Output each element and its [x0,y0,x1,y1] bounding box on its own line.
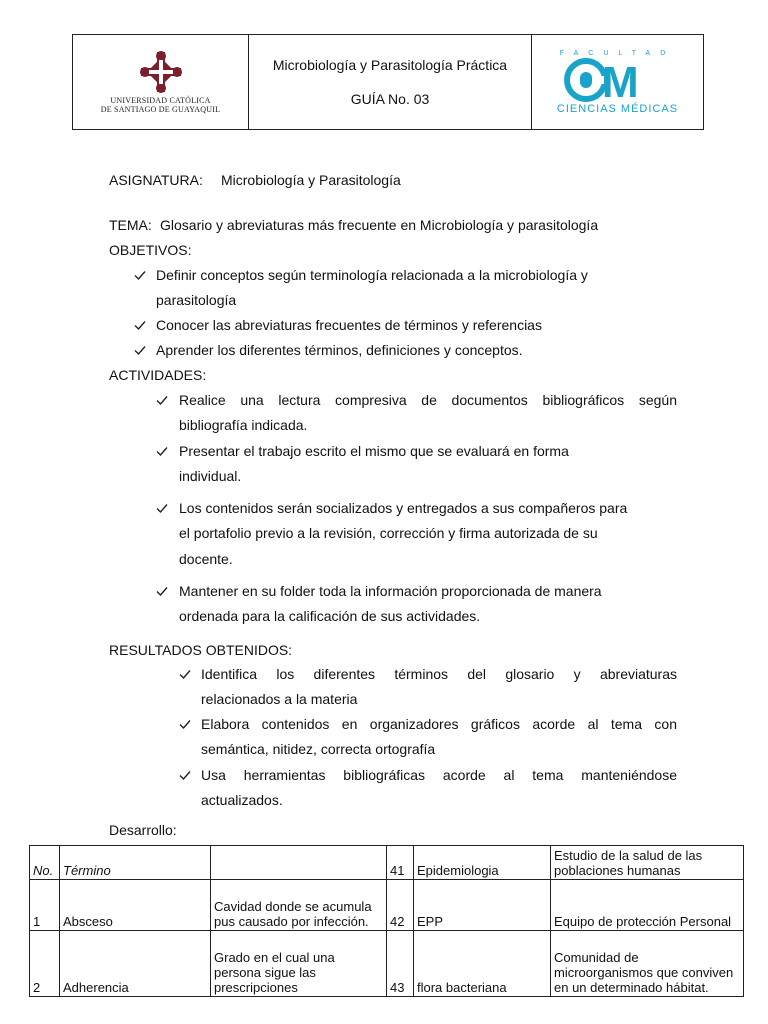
check-icon [134,269,146,281]
objetivos-label: OBJETIVOS: [109,242,192,258]
faculty-label: FACULTAD [559,49,676,57]
actividad-item-cont: el portafolio previo a la revisión, corrección y firma autorizada de su [179,525,598,541]
university-name [101,96,220,114]
actividad-item: Presentar el trabajo escrito el mismo que se evaluará en forma [179,443,569,459]
faculty-logo-cell [532,35,703,129]
resultado-item: Elabora contenidos en organizadores gráficos acorde al tema con [201,716,677,732]
asignatura-value: Microbiología y Parasitología [221,172,401,188]
tema-value: Glosario y abreviaturas más frecuente en Microbiología y parasitología [160,217,599,233]
actividad-item: Realice una lectura compresiva de documentos bibliográficos según [179,392,677,408]
check-icon [179,718,191,730]
check-icon [179,769,191,781]
resultados-label: RESULTADOS OBTENIDOS: [109,642,293,658]
table-cell-no: 1 [30,880,60,931]
check-icon [156,394,168,406]
col-term-header: Término [60,846,211,880]
table-cell-def: Grado en el cual una persona sigue las prescripciones [211,931,387,997]
header-title-cell [249,35,532,129]
table-cell-def: Equipo de protección Personal [551,880,744,931]
table-cell-term: Epidemiologia [414,846,551,880]
university-name-line2: DE SANTIAGO DE GUAYAQUIL [100,105,221,114]
table-cell-def: Cavidad donde se acumula pus causado por infección. [211,880,387,931]
table-cell-no: 43 [387,931,414,997]
table-header-row [30,846,744,880]
objetivo-item-cont: parasitología [156,292,237,308]
table-cell-term: EPP [414,880,551,931]
table-row [30,931,744,997]
table-cell-no: 2 [30,931,60,997]
tema-label: TEMA: [109,217,152,233]
faculty-name: CIENCIAS MÉDICAS [556,102,679,115]
table-cell-no: 41 [387,846,414,880]
check-icon [179,668,191,680]
document-header [72,34,704,130]
objetivo-item: Aprender los diferentes términos, definiciones y conceptos. [156,342,523,358]
actividad-item: Los contenidos serán socializados y entregados a sus compañeros para [179,500,628,516]
guide-number: GUÍA No. 03 [350,91,430,107]
resultado-item-cont: actualizados. [201,792,283,808]
glossary-table [29,845,744,997]
university-crest-icon [139,50,183,94]
course-title: Microbiología y Parasitología Práctica [272,57,508,73]
actividad-item: Mantener en su folder toda la información proporcionada de manera [179,583,602,599]
objetivo-item: Conocer las abreviaturas frecuentes de términos y referencias [156,317,542,333]
table-cell-def: Comunidad de microorganismos que conviven en un determinado hábitat. [551,931,744,997]
check-icon [134,319,146,331]
resultado-item-cont: relacionados a la materia [201,691,358,707]
actividad-item-cont: docente. [179,551,233,567]
desarrollo-label: Desarrollo: [109,822,177,838]
table-cell-term: Absceso [60,880,211,931]
col-no-header: No. [30,846,60,880]
resultado-item-cont: semántica, nitidez, correcta ortografía [201,741,436,757]
check-icon [156,502,168,514]
actividades-label: ACTIVIDADES: [109,367,207,383]
svg-text:M: M [601,57,639,103]
check-icon [156,445,168,457]
faculty-cm-logo-icon [558,57,678,103]
resultado-item: Identifica los diferentes términos del glosario y abreviaturas [201,666,677,682]
table-cell-term: flora bacteriana [414,931,551,997]
objetivo-item: Definir conceptos según terminología relacionada a la microbiología y [156,267,588,283]
check-icon [134,344,146,356]
table-cell-def: Estudio de la salud de las poblaciones humanas [551,846,744,880]
col-def-header [211,846,387,880]
table-row [30,880,744,931]
asignatura-label: ASIGNATURA: [109,172,203,188]
table-cell-term: Adherencia [60,931,211,997]
university-logo-cell [73,35,249,129]
actividad-item-cont: bibliografía indicada. [179,417,308,433]
resultado-item: Usa herramientas bibliográficas acorde al tema manteniéndose [201,767,677,783]
actividad-item-cont: ordenada para la calificación de sus actividades. [179,608,481,624]
check-icon [156,585,168,597]
university-name-line1: UNIVERSIDAD CATÓLICA [110,96,211,105]
table-cell-no: 42 [387,880,414,931]
actividad-item-cont: individual. [179,468,242,484]
